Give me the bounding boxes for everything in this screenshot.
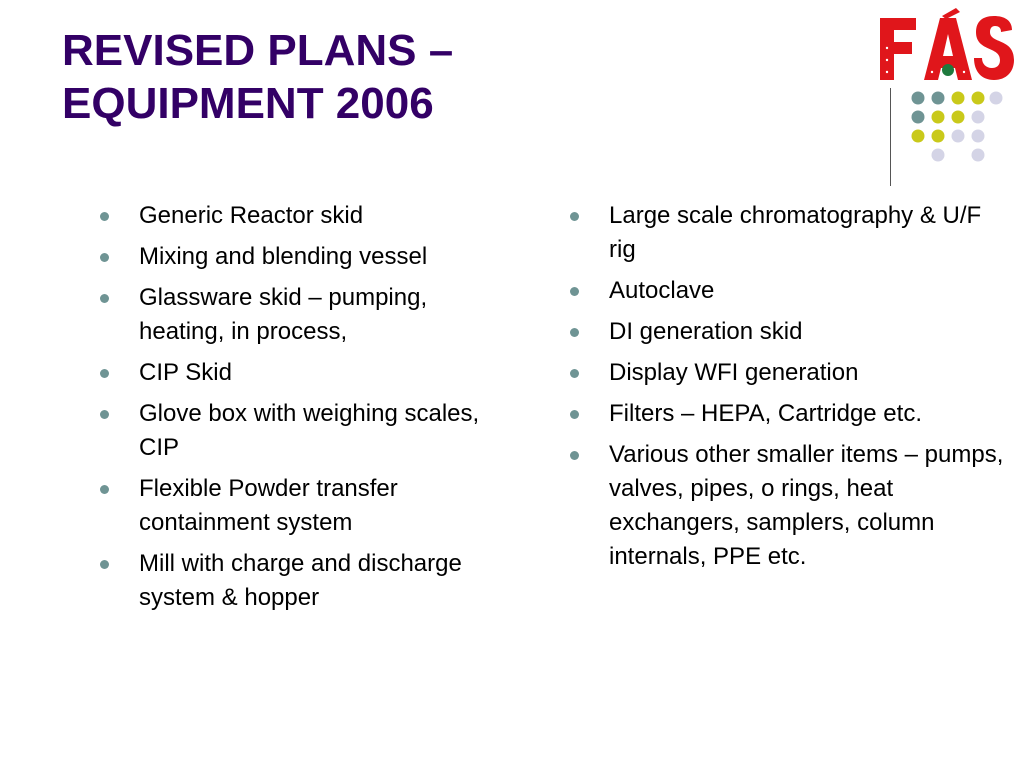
list-item-text: Glove box with weighing scales, CIP — [139, 400, 480, 461]
list-item — [570, 356, 1010, 390]
bullet-icon — [570, 212, 579, 221]
bullet-icon — [570, 328, 579, 337]
list-item-text: Filters – HEPA, Cartridge etc. — [609, 400, 922, 427]
left-bullet-list — [100, 199, 500, 622]
list-item — [570, 438, 1010, 574]
list-item — [100, 281, 500, 349]
bullet-icon — [100, 294, 109, 303]
dot-row-2 — [912, 111, 985, 124]
list-item — [100, 199, 500, 233]
list-item-text: Display WFI generation — [609, 359, 859, 386]
slide-title-line-1: REVISED PLANS – — [62, 26, 454, 75]
dot-grid-decoration — [908, 88, 1020, 168]
bullet-icon — [100, 253, 109, 262]
vertical-divider — [890, 88, 891, 186]
list-item-text: CIP Skid — [139, 359, 232, 386]
bullet-icon — [100, 212, 109, 221]
list-item — [100, 472, 500, 540]
list-item — [100, 356, 500, 390]
bullet-icon — [570, 410, 579, 419]
list-item-text: Generic Reactor skid — [139, 202, 364, 229]
list-item — [570, 397, 1010, 431]
list-item — [570, 274, 1010, 308]
bullet-icon — [100, 410, 109, 419]
slide-title-line-2: EQUIPMENT 2006 — [62, 79, 434, 128]
dot-row-3 — [912, 130, 985, 143]
bullet-icon — [100, 369, 109, 378]
fas-logo — [876, 8, 1016, 84]
list-item-text: Flexible Powder transfer containment system — [139, 475, 398, 536]
bullet-icon — [100, 560, 109, 569]
list-item-text: Mill with charge and discharge system & hopper — [139, 550, 462, 611]
bullet-icon — [570, 451, 579, 460]
dot-row-4 — [932, 149, 985, 162]
bullet-icon — [570, 369, 579, 378]
slide-title — [62, 24, 453, 130]
logo-letter-s — [974, 16, 1014, 80]
list-item-text: Large scale chromatography & U/F rig — [609, 202, 982, 263]
dot-row-1 — [912, 92, 1003, 105]
logo-letter-f — [880, 18, 916, 80]
right-bullet-list — [570, 199, 1010, 581]
logo-dot — [942, 64, 954, 76]
list-item-text: Mixing and blending vessel — [139, 243, 428, 270]
list-item — [100, 547, 500, 615]
list-item-text: Various other smaller items – pumps, valves, pipes, o rings, heat exchangers, samplers, column internals, PPE etc. — [609, 441, 1004, 570]
list-item — [100, 240, 500, 274]
list-item — [570, 199, 1010, 267]
bullet-icon — [570, 287, 579, 296]
list-item-text: Autoclave — [609, 277, 715, 304]
list-item-text: DI generation skid — [609, 318, 803, 345]
list-item — [100, 397, 500, 465]
list-item-text: Glassware skid – pumping, heating, in process, — [139, 284, 428, 345]
list-item — [570, 315, 1010, 349]
bullet-icon — [100, 485, 109, 494]
logo-accent — [942, 8, 960, 19]
